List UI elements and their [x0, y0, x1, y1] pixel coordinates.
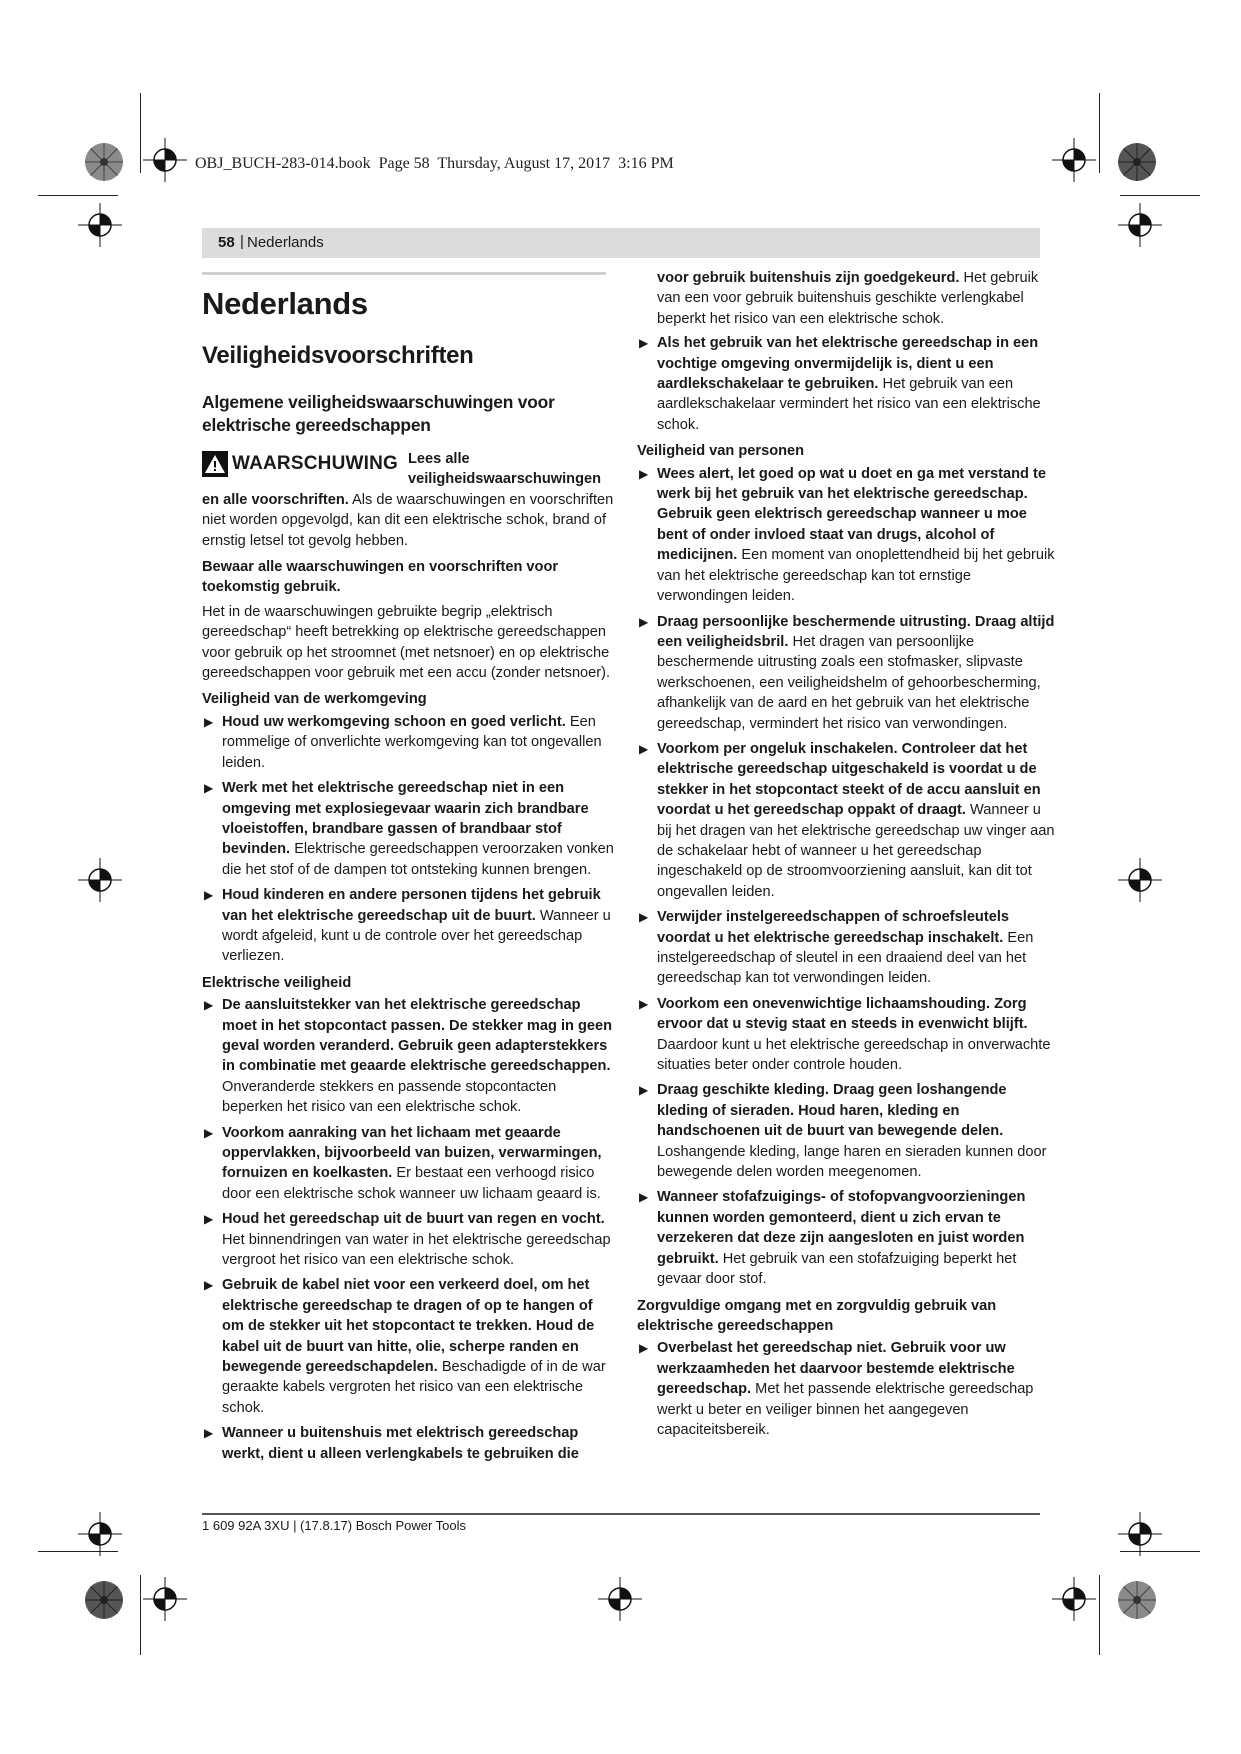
page-header	[202, 228, 1040, 258]
item-bold: Draag persoonlijke beschermende uitrusting. Draag altijd een veiligheidsbril.	[657, 613, 1055, 650]
list-item	[637, 1338, 1057, 1440]
registration-mark-icon	[143, 1577, 187, 1621]
personal-list	[637, 464, 1057, 1290]
page-title: Nederlands	[202, 286, 368, 321]
registration-mark-icon	[143, 138, 187, 182]
registration-mark-icon	[78, 203, 122, 247]
list-item	[202, 778, 617, 880]
registration-mark-icon	[1052, 1577, 1096, 1621]
item-text: Met het passende elektrische gereedschap werkt u beter en veiliger binnen het aangegeven capaciteitsbereik.	[657, 1381, 1034, 1438]
print-slug	[195, 155, 674, 173]
title-rule	[202, 272, 606, 275]
item-text: Loshangende kleding, lange haren en sieraden kunnen door bewegende delen worden meegenomen.	[657, 1143, 1047, 1181]
item-bold: Voorkom een onevenwichtige lichaamshouding. Zorg ervoor dat u stevig staat en steeds in evenwicht blijft.	[657, 995, 1028, 1033]
item-bold: Wanneer stofafzuigings- of stofopvangvoorzieningen kunnen worden gemonteerd, dient u zich ervan te verzekeren dat deze zijn aangesloten en juist worden gebruikt.	[657, 1189, 1026, 1267]
item-bold: Houd het gereedschap uit de buurt van regen en vocht.	[222, 1211, 605, 1228]
header-separator: |	[240, 233, 244, 250]
slug-time: 3:16 PM	[618, 155, 674, 172]
registration-mark-icon	[78, 858, 122, 902]
list-item	[202, 995, 617, 1117]
item-bold: voor gebruik buitenshuis zijn goedgekeurd.	[657, 270, 960, 286]
list-item	[202, 1275, 617, 1418]
triangle-right-icon: ▶	[204, 888, 214, 903]
keep-notice-text: Bewaar alle waarschuwingen en voorschriften voor toekomstig gebruik.	[202, 559, 559, 596]
registration-mark-icon	[1118, 203, 1162, 247]
list-item-continuation	[637, 268, 1057, 329]
item-text: Het gebruik van een aardlekschakelaar vermindert het risico van een elektrische schok.	[657, 376, 1041, 433]
term-paragraph: Het in de waarschuwingen gebruikte begrip „elektrisch gereedschap“ heeft betrekking op elektrische gereedschappen voor gebruik op het stroomnet (met netsnoer) en op elektrische gereedschappen voor gebruik met een accu (zonder netsnoer).	[202, 603, 611, 682]
slug-date: Thursday, August 17, 2017	[437, 155, 611, 172]
careful-use-list	[637, 1338, 1057, 1440]
list-item	[202, 1123, 617, 1205]
keep-notice	[202, 557, 617, 598]
triangle-right-icon: ▶	[204, 1278, 214, 1293]
footer-rule	[202, 1513, 1040, 1515]
item-text: Het gebruik van een voor gebruik buitenshuis geschikte verlengkabel beperkt het risico van een elektrische schok.	[657, 270, 1039, 327]
work-area-list	[202, 712, 617, 967]
left-column	[202, 272, 617, 1469]
item-text: Het binnendringen van water in het elektrische gereedschap vergroot het risico van een elektrische schok.	[222, 1231, 611, 1269]
personal-heading: Veiligheid van personen	[637, 443, 805, 460]
registration-mark-icon	[1118, 1512, 1162, 1556]
list-item	[637, 612, 1057, 734]
triangle-right-icon: ▶	[639, 466, 649, 481]
item-text: Onveranderde stekkers en passende stopcontacten beperken het risico van een elektrische schok.	[222, 1078, 557, 1116]
careful-use-heading: Zorgvuldige omgang met en zorgvuldig gebruik van elektrische gereedschappen	[637, 1297, 997, 1334]
item-bold: Gebruik de kabel niet voor een verkeerd doel, om het elektrische gereedschap te dragen of op te hangen of om de stekker uit het stopcontact te trekken. Houd de kabel uit de buurt van hitte, olie, scherpe randen en bewegende gereedschapdelen.	[222, 1277, 595, 1376]
triangle-right-icon: ▶	[639, 910, 649, 925]
item-bold: Verwijder instelgereedschappen of schroefsleutels voordat u het elektrische gereedschap inschakelt.	[657, 909, 1009, 946]
crop-mark-bottom-right-v	[1099, 1575, 1100, 1655]
color-wheel-icon	[84, 1580, 124, 1620]
subsection-title: Algemene veiligheidswaarschuwingen voor elektrische gereedschappen	[202, 392, 555, 435]
registration-mark-icon	[1052, 138, 1096, 182]
section-title: Veiligheidsvoorschriften	[202, 342, 474, 369]
crop-mark-top-left-h	[38, 195, 118, 196]
item-text: Wanneer u wordt afgeleid, kunt u de controle over het gereedschap verliezen.	[222, 907, 611, 965]
warning-badge	[202, 451, 398, 477]
triangle-right-icon: ▶	[639, 1341, 649, 1356]
slug-page: Page 58	[378, 155, 430, 172]
item-bold: Draag geschikte kleding. Draag geen loshangende kleding of sieraden. Houd haren, kleding en handschoenen uit de buurt van bewegende delen.	[657, 1082, 1007, 1140]
triangle-right-icon: ▶	[639, 1083, 649, 1098]
registration-mark-icon	[598, 1577, 642, 1621]
crop-mark-top-right-h	[1120, 195, 1200, 196]
crop-mark-bottom-left-v	[140, 1575, 141, 1655]
warning-block	[202, 449, 617, 551]
color-wheel-icon	[84, 142, 124, 182]
triangle-right-icon: ▶	[204, 1426, 214, 1441]
warning-triangle-icon	[202, 451, 228, 477]
item-text: Daardoor kunt u het elektrische gereedschap in onverwachte situaties beter onder controle houden.	[657, 1036, 1051, 1074]
triangle-right-icon: ▶	[204, 1212, 214, 1227]
right-column	[637, 268, 1057, 1445]
warning-label: WAARSCHUWING	[232, 452, 398, 474]
list-item	[202, 1209, 617, 1270]
item-text: Wanneer u bij het dragen van het elektrische gereedschap uw vinger aan de schakelaar hebt of wanneer u het gereedschap ingeschakeld op de stroomvoorziening aansluit, kan dit tot ongevallen leiden.	[657, 802, 1055, 900]
item-bold: Voorkom per ongeluk inschakelen. Controleer dat het elektrische gereedschap uitgeschakeld is voordat u de stekker in het stopcontact steekt of de accu aansluit en voordat u het gereedschap oppakt of draagt.	[657, 740, 1041, 819]
triangle-right-icon: ▶	[639, 336, 649, 351]
item-text: Het gebruik van een stofafzuiging beperkt het gevaar door stof.	[657, 1250, 1017, 1288]
item-bold: Als het gebruik van het elektrische gereedschap in een vochtige omgeving onvermijdelijk is, dient u een aardlekschakelaar te gebruiken.	[657, 335, 1039, 393]
list-item	[637, 1080, 1057, 1182]
item-bold: Werk met het elektrische gereedschap niet in een omgeving met explosiegevaar waarin zich brandbare vloeistoffen, brandbare gassen of brandbaar stof bevinden.	[222, 780, 589, 858]
item-bold: Houd kinderen en andere personen tijdens het gebruik van het elektrische gereedschap uit de buurt.	[222, 887, 601, 924]
item-bold: Overbelast het gereedschap niet. Gebruik voor uw werkzaamheden het daarvoor bestemde elektrische gereedschap.	[657, 1340, 1015, 1398]
list-item	[202, 712, 617, 773]
list-item	[637, 333, 1057, 435]
work-area-heading: Veiligheid van de werkomgeving	[202, 691, 427, 708]
crop-mark-top-right-v	[1099, 93, 1100, 173]
list-item	[637, 907, 1057, 989]
item-bold: Voorkom aanraking van het lichaam met geaarde oppervlakken, bijvoorbeeld van buizen, verwarmingen, fornuizen en koelkasten.	[222, 1124, 602, 1182]
warning-body: Als de waarschuwingen en voorschriften niet worden opgevolgd, kan dit een elektrische schok, brand of ernstig letsel tot gevolg hebben.	[202, 491, 614, 549]
item-text: Elektrische gereedschappen veroorzaken vonken die het stof of de dampen tot ontsteking kunnen brengen.	[222, 841, 614, 878]
registration-mark-icon	[78, 1512, 122, 1556]
item-text: Er bestaat een verhoogd risico door een elektrische schok wanneer uw lichaam geaard is.	[222, 1165, 601, 1202]
slug-file: OBJ_BUCH-283-014.book	[195, 155, 371, 172]
triangle-right-icon: ▶	[204, 781, 214, 796]
crop-mark-top-left-v	[140, 93, 141, 173]
item-text: Een instelgereedschap of sleutel in een draaiend deel van het gereedschap kan tot verwondingen leiden.	[657, 929, 1034, 987]
list-item	[637, 464, 1057, 607]
electrical-heading: Elektrische veiligheid	[202, 974, 352, 991]
color-wheel-icon	[1117, 142, 1157, 182]
item-text: Een rommelige of onverlichte werkomgeving kan tot ongevallen leiden.	[222, 713, 602, 771]
list-item	[637, 739, 1057, 902]
list-item	[637, 994, 1057, 1076]
warning-bold: Lees alle veiligheidswaarschuwingen en alle voorschriften.	[202, 451, 602, 508]
color-wheel-icon	[1117, 1580, 1157, 1620]
list-item	[637, 1187, 1057, 1289]
triangle-right-icon: ▶	[639, 741, 649, 756]
electrical-list-continued	[637, 333, 1057, 435]
header-language: Nederlands	[247, 234, 324, 251]
triangle-right-icon: ▶	[204, 1125, 214, 1140]
triangle-right-icon: ▶	[204, 714, 214, 729]
page-number: 58	[218, 234, 235, 251]
page-footer: 1 609 92A 3XU | (17.8.17) Bosch Power Tools	[202, 1518, 467, 1533]
item-bold: Houd uw werkomgeving schoon en goed verlicht.	[222, 713, 566, 730]
item-text: Het dragen van persoonlijke beschermende uitrusting zoals een stofmasker, slipvaste werkschoenen, een veiligheidshelm of gehoorbescherming, afhankelijk van de aard en het gebruik van het elektrische gereedschap, vermindert het risico van verwondingen.	[657, 633, 1041, 732]
electrical-list	[202, 995, 617, 1464]
item-text: Beschadigde of in de war geraakte kabels vergroten het risico van een elektrische schok.	[222, 1359, 606, 1416]
item-text: Een moment van onoplettendheid bij het gebruik van het elektrische gereedschap kan tot ernstige verwondingen leiden.	[657, 547, 1055, 605]
item-bold: De aansluitstekker van het elektrische gereedschap moet in het stopcontact passen. De stekker mag in geen geval worden veranderd. Gebruik geen adapterstekkers in combinatie met geaarde elektrische gereedschappen.	[222, 997, 613, 1075]
triangle-right-icon: ▶	[639, 614, 649, 629]
list-item	[202, 1423, 617, 1464]
item-bold: Wees alert, let goed op wat u doet en ga met verstand te werk bij het gebruik van het elektrische gereedschap. Gebruik geen elektrisch gereedschap wanneer u moe bent of onder invloed staat van drugs, alcohol of medicijnen.	[657, 465, 1046, 564]
list-item	[202, 885, 617, 967]
triangle-right-icon: ▶	[639, 1190, 649, 1205]
item-bold: Wanneer u buitenshuis met elektrisch gereedschap werkt, dient u alleen verlengkabels te gebruiken die	[222, 1425, 579, 1462]
registration-mark-icon	[1118, 858, 1162, 902]
triangle-right-icon: ▶	[639, 996, 649, 1011]
triangle-right-icon: ▶	[204, 998, 214, 1013]
